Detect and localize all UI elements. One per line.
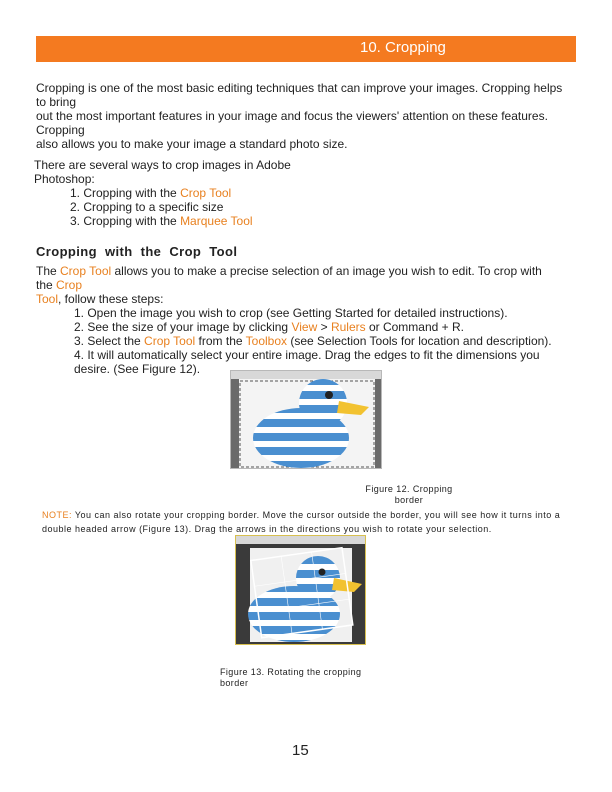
page-number: 15 <box>292 742 309 759</box>
crop-link[interactable]: Crop <box>56 278 83 292</box>
step-item: 4. It will automatically select your entire image. Drag the edges to fit the dimensions you <box>74 348 540 362</box>
list-item: 2. Cropping to a specific size <box>70 200 224 214</box>
ways-intro: Photoshop: <box>34 172 95 186</box>
rulers-menu-link[interactable]: Rulers <box>330 320 366 334</box>
intro-line: Cropping <box>36 123 85 137</box>
section-title: 10. Cropping <box>360 39 446 56</box>
ways-list <box>34 158 354 228</box>
step-item: 1. Open the image you wish to crop (see Getting Started for detailed instructions). <box>74 306 508 320</box>
intro-line: also allows you to make your image a standard photo size. <box>36 137 348 151</box>
ways-intro: There are several ways to crop images in Adobe <box>34 158 291 172</box>
figure-12-image <box>230 370 382 469</box>
paragraph-line: The Crop Tool allows you to make a precise selection of an image you wish to edit. To crop with <box>36 264 542 278</box>
intro-paragraph <box>36 81 576 151</box>
list-item: 3. Cropping with the Marquee Tool <box>70 214 253 228</box>
paragraph-line: Tool, follow these steps: <box>36 292 164 306</box>
note-label: NOTE: <box>42 510 73 520</box>
step-item: desire. (See Figure 12). <box>74 362 201 376</box>
tool-link[interactable]: Tool <box>36 292 59 306</box>
intro-line: to bring <box>36 95 77 109</box>
crop-tool-link[interactable]: Crop Tool <box>144 334 196 348</box>
paragraph-line: the Crop <box>36 278 83 292</box>
crop-tool-heading: Cropping with the Crop Tool <box>36 244 238 259</box>
step-item: 3. Select the Crop Tool from the Toolbox (see Selection Tools for location and description). <box>74 334 552 348</box>
crop-tool-paragraph <box>36 264 576 376</box>
crop-tool-link[interactable]: Crop Tool <box>60 264 112 278</box>
intro-line: Cropping is one of the most basic editing techniques that can improve your images. Cropping helps <box>36 81 563 95</box>
toolbox-link[interactable]: Toolbox <box>245 334 288 348</box>
duck-crop-illustration <box>231 371 381 468</box>
note-paragraph: NOTE: You can also rotate your cropping border. Move the cursor outside the border, you will see how it turns into a double headed arrow (Figure 13). Drag the arrows in the directions you wish to rotate your selection. <box>42 510 561 534</box>
figure-13-caption: Figure 13. Rotating the cropping border <box>220 667 362 688</box>
section-banner <box>36 36 576 62</box>
rotated-crop-illustration <box>236 536 365 644</box>
step-item: 2. See the size of your image by clicking View > Rulers or Command + R. <box>74 320 464 334</box>
crop-tool-link[interactable]: Crop Tool <box>180 186 232 200</box>
list-item: 1. Cropping with the Crop Tool <box>70 186 232 200</box>
intro-line: out the most important features in your image and focus the viewers' attention on these features. <box>36 109 548 123</box>
view-menu-link[interactable]: View <box>291 320 318 334</box>
figure-12-caption: Figure 12. Cropping border <box>365 484 453 505</box>
figure-13-image <box>235 535 366 645</box>
marquee-tool-link[interactable]: Marquee Tool <box>180 214 253 228</box>
